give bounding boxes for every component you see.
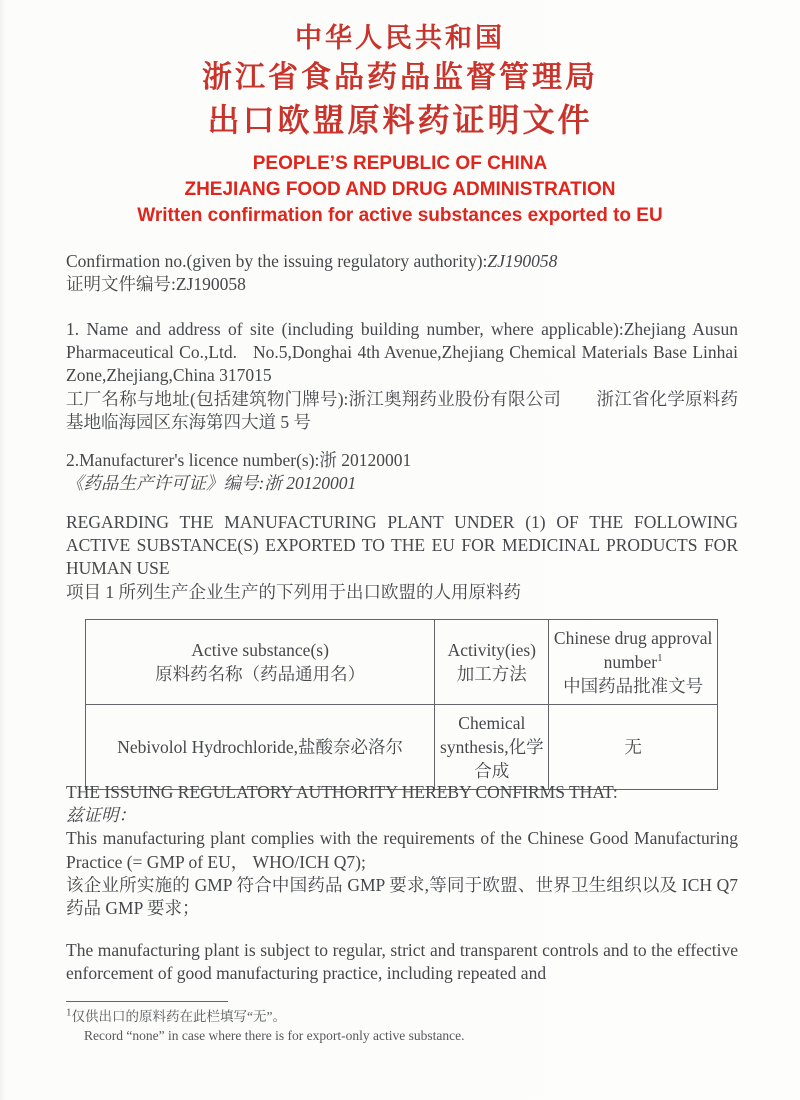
header-country-en: PEOPLE’S REPUBLIC OF CHINA — [252, 153, 548, 174]
licence-number-block — [66, 449, 738, 495]
confirmation-number-zh: 证明文件编号:ZJ190058 — [66, 274, 246, 295]
licence-number-en: 2.Manufacturer's licence number(s):浙 20120001 — [66, 450, 412, 470]
header-approval-en-text: Chinese drug approval number — [553, 628, 713, 672]
header-approval-en — [553, 626, 713, 674]
regarding-zh: 项目 1 所列生产企业生产的下列用于出口欧盟的人用原料药 — [66, 581, 521, 602]
site-name-address-zh: 工厂名称与地址(包括建筑物门牌号):浙江奥翔药业股份有限公司 浙江省化学原料药基地临海园区东海第四大道 5 号 — [66, 388, 738, 432]
regarding-block — [66, 511, 738, 604]
header-cell-activity — [435, 620, 549, 705]
footnote-zh-text: 仅供出口的原料药在此栏填写“无”。 — [71, 1009, 286, 1024]
footnote-zh — [66, 1007, 706, 1026]
confirmation-number-label: Confirmation no.(given by the issuing regulatory authority): — [66, 251, 488, 271]
cell-activity: Chemical synthesis,化学合成 — [435, 705, 549, 790]
confirmation-number-value: ZJ190058 — [487, 251, 558, 271]
header-doc-title-zh: 出口欧盟原料药证明文件 — [207, 102, 593, 138]
site-name-address-en: 1. Name and address of site (including building number, where applicable):Zhejiang Ausun Pharmaceutical Co.,Ltd. No.5,Donghai 4th Avenue,Zhejiang Chemical Materials Base Linhai Zone,Zhejiang,China 317015 — [66, 319, 738, 386]
cell-approval: 无 — [549, 705, 718, 790]
footnote-en: Record “none” in case where there is for export-only active substance. — [84, 1028, 465, 1043]
controls-paragraph-block — [66, 939, 738, 985]
header-active-substance-zh: 原料药名称（药品通用名） — [155, 664, 366, 684]
footnote-block — [66, 1001, 706, 1045]
confirms-heading-zh: 兹证明： — [66, 805, 136, 826]
confirms-block — [66, 781, 738, 920]
controls-paragraph-en: The manufacturing plant is subject to regular, strict and transparent controls and to the effective enforcement of good manufacturing practice, including repeated and — [66, 940, 738, 984]
confirmation-number-block — [66, 250, 738, 296]
confirmation-number-en — [66, 250, 738, 273]
table-data-row — [86, 705, 718, 790]
approval-footnote-marker: 1 — [657, 652, 663, 665]
licence-number-zh: 《药品生产许可证》编号:浙 20120001 — [66, 473, 357, 494]
gmp-compliance-en: This manufacturing plant complies with the requirements of the Chinese Good Manufacturing Practice (= GMP of EU， WHO/ICH Q7); — [66, 828, 738, 872]
header-doc-title-en: Written confirmation for active substances exported to EU — [137, 205, 663, 226]
header-approval-zh: 中国药品批准文号 — [563, 676, 704, 696]
document-header — [0, 20, 800, 229]
site-name-address-block — [66, 318, 738, 434]
header-activity-zh: 加工方法 — [456, 664, 527, 684]
footnote-marker: 1 — [66, 1006, 72, 1019]
table-header-row — [86, 620, 718, 705]
gmp-compliance-zh: 该企业所实施的 GMP 符合中国药品 GMP 要求,等同于欧盟、世界卫生组织以及 ICH Q7 药品 GMP 要求； — [66, 874, 738, 919]
header-active-substance-en: Active substance(s) — [191, 640, 329, 660]
header-authority-en: ZHEJIANG FOOD AND DRUG ADMINISTRATION — [184, 179, 616, 200]
header-authority-zh: 浙江省食品药品监督管理局 — [202, 61, 598, 94]
header-activity-en: Activity(ies) — [447, 640, 537, 660]
confirms-heading-en: THE ISSUING REGULATORY AUTHORITY HEREBY CONFIRMS THAT: — [66, 782, 618, 802]
regarding-en: REGARDING THE MANUFACTURING PLANT UNDER (1) OF THE FOLLOWING ACTIVE SUBSTANCE(S) EXPORTED TO THE EU FOR MEDICINAL PRODUCTS FOR HUMAN USE — [66, 512, 738, 579]
cell-substance: Nebivolol Hydrochloride,盐酸奈必洛尔 — [86, 705, 435, 790]
header-cell-active-substance — [86, 620, 435, 705]
header-country-zh: 中华人民共和国 — [295, 23, 505, 53]
footnote-separator — [66, 1001, 228, 1002]
active-substance-table — [85, 619, 718, 790]
header-cell-approval-number — [549, 620, 718, 705]
